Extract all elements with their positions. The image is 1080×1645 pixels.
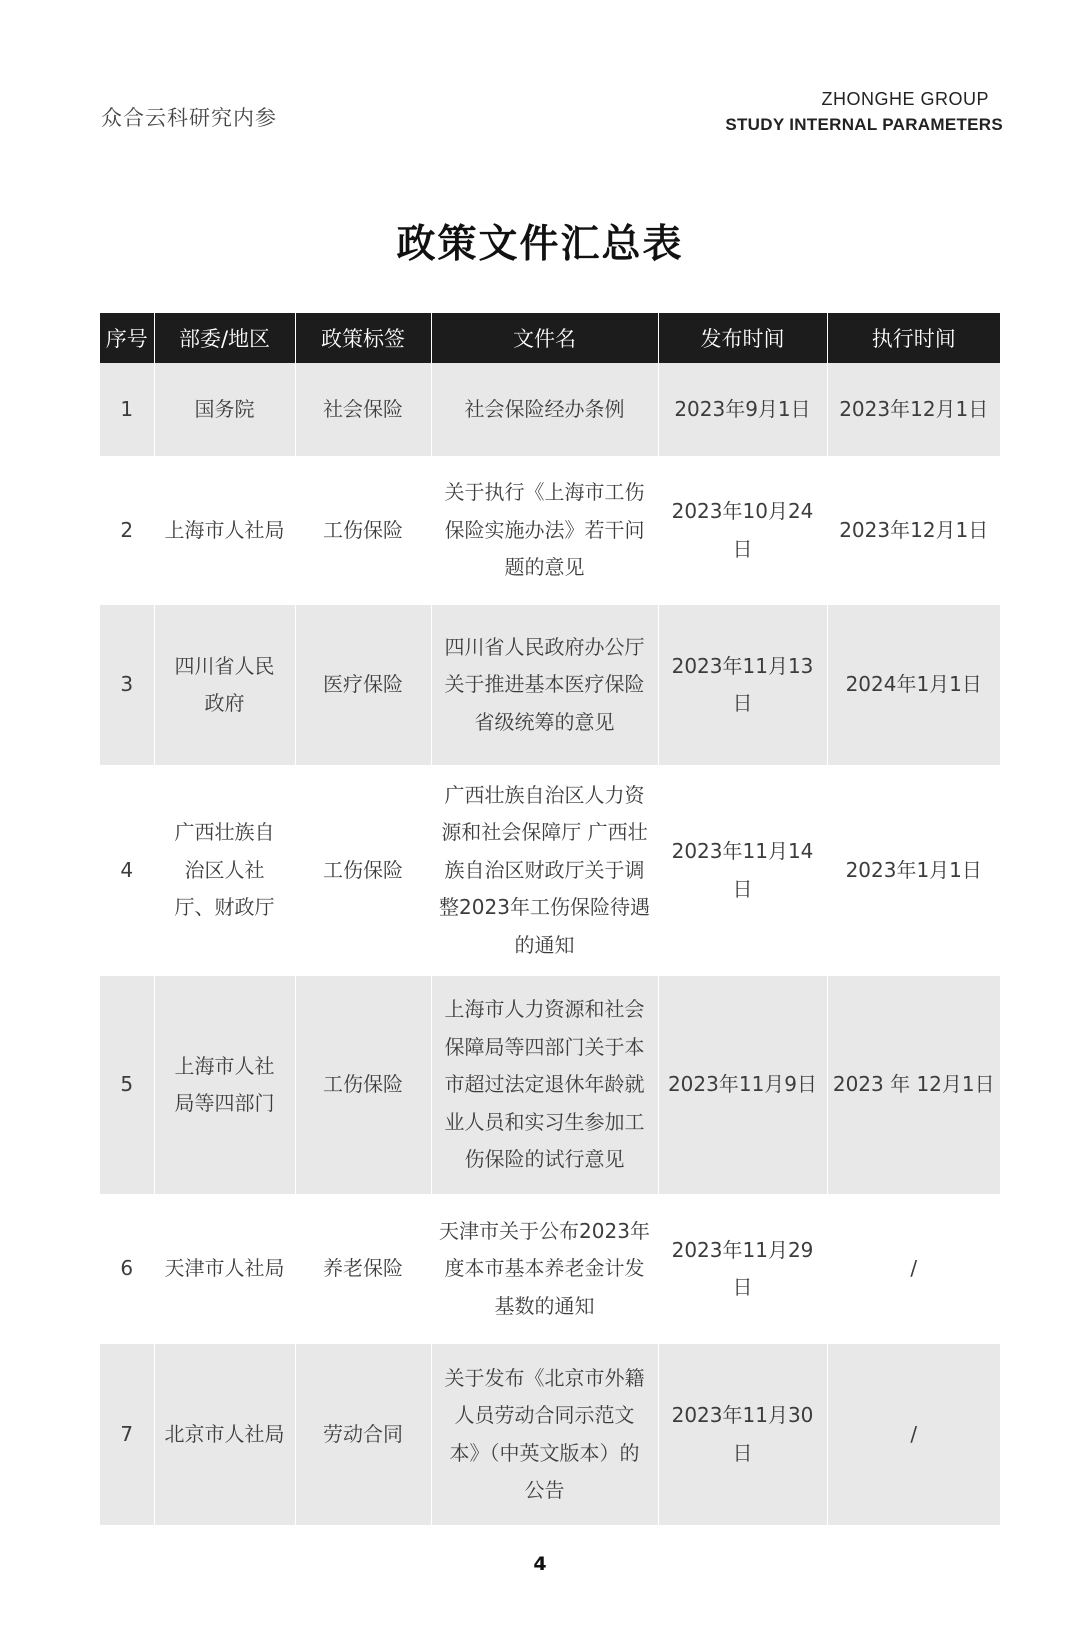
cell-dept: 天津市人社局 [154, 1194, 295, 1344]
cell-name: 四川省人民政府办公厅关于推进基本医疗保险省级统筹的意见 [431, 605, 658, 765]
cell-no: 6 [100, 1194, 154, 1344]
cell-effective: / [827, 1194, 1000, 1344]
table-row [100, 605, 1000, 765]
cell-effective: 2024年1月1日 [827, 605, 1000, 765]
cell-published: 2023年11月13日 [658, 605, 827, 765]
table-row [100, 363, 1000, 456]
cell-tag: 工伤保险 [295, 456, 431, 605]
cell-no: 7 [100, 1344, 154, 1525]
page-number: 4 [533, 1553, 547, 1575]
cell-no: 5 [100, 976, 154, 1194]
header-published: 发布时间 [658, 313, 827, 363]
cell-effective: / [827, 1344, 1000, 1525]
cell-dept: 四川省人民政府 [154, 605, 295, 765]
header-dept: 部委/地区 [154, 313, 295, 363]
policy-summary-table [100, 313, 1000, 1525]
cell-tag: 医疗保险 [295, 605, 431, 765]
table-row [100, 1344, 1000, 1525]
cell-name: 社会保险经办条例 [431, 363, 658, 456]
cell-published: 2023年10月24日 [658, 456, 827, 605]
cell-dept: 广西壮族自治区人社厅、财政厅 [154, 765, 295, 976]
cell-published: 2023年11月14日 [658, 765, 827, 976]
cell-published: 2023年11月9日 [658, 976, 827, 1194]
header-no: 序号 [100, 313, 154, 363]
table-header-row [100, 313, 1000, 363]
header-effective: 执行时间 [827, 313, 1000, 363]
cell-name: 关于执行《上海市工伤保险实施办法》若干问题的意见 [431, 456, 658, 605]
cell-published: 2023年9月1日 [658, 363, 827, 456]
table-row [100, 1194, 1000, 1344]
cell-no: 3 [100, 605, 154, 765]
brand-en-line2: STUDY INTERNAL PARAMETERS [725, 115, 1003, 134]
cell-no: 4 [100, 765, 154, 976]
cell-dept: 上海市人社局等四部门 [154, 976, 295, 1194]
table-row [100, 456, 1000, 605]
cell-name: 关于发布《北京市外籍人员劳动合同示范文本》（中英文版本）的公告 [431, 1344, 658, 1525]
cell-no: 1 [100, 363, 154, 456]
header-name: 文件名 [431, 313, 658, 363]
cell-effective: 2023年12月1日 [827, 363, 1000, 456]
header-tag: 政策标签 [295, 313, 431, 363]
cell-published: 2023年11月29日 [658, 1194, 827, 1344]
cell-name: 广西壮族自治区人力资源和社会保障厅 广西壮族自治区财政厅关于调整2023年工伤保险待遇的通知 [431, 765, 658, 976]
page-title: 政策文件汇总表 [396, 222, 684, 267]
brand-en-line1: ZHONGHE GROUP [821, 89, 989, 109]
cell-dept: 国务院 [154, 363, 295, 456]
cell-tag: 社会保险 [295, 363, 431, 456]
cell-dept: 北京市人社局 [154, 1344, 295, 1525]
cell-tag: 工伤保险 [295, 976, 431, 1194]
cell-effective: 2023 年 12月1日 [827, 976, 1000, 1194]
cell-dept: 上海市人社局 [154, 456, 295, 605]
cell-name: 天津市关于公布2023年度本市基本养老金计发基数的通知 [431, 1194, 658, 1344]
table-row [100, 976, 1000, 1194]
cell-tag: 劳动合同 [295, 1344, 431, 1525]
cell-tag: 养老保险 [295, 1194, 431, 1344]
cell-published: 2023年11月30日 [658, 1344, 827, 1525]
cell-effective: 2023年1月1日 [827, 765, 1000, 976]
brand-name-en [725, 86, 1003, 138]
brand-name-cn: 众合云科研究内参 [101, 106, 277, 130]
table-row [100, 765, 1000, 976]
cell-effective: 2023年12月1日 [827, 456, 1000, 605]
cell-name: 上海市人力资源和社会保障局等四部门关于本市超过法定退休年龄就业人员和实习生参加工伤保险的试行意见 [431, 976, 658, 1194]
cell-tag: 工伤保险 [295, 765, 431, 976]
cell-no: 2 [100, 456, 154, 605]
